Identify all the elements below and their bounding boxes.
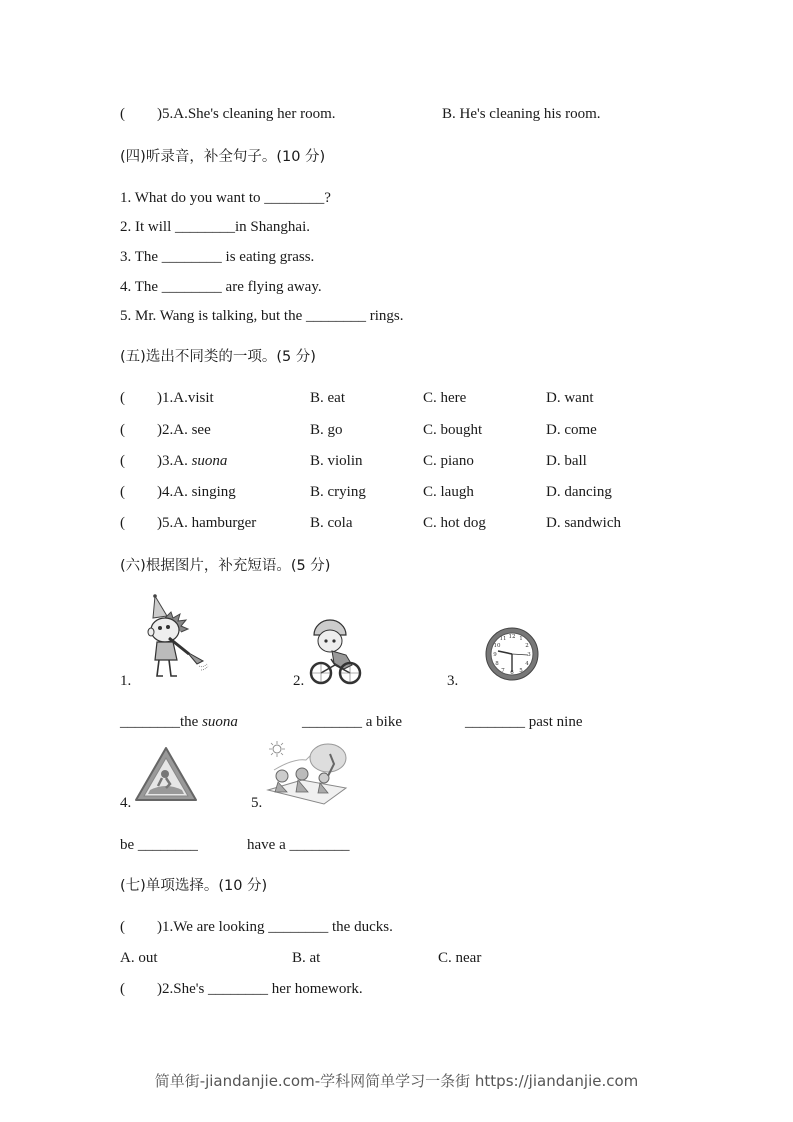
option-a	[157, 452, 227, 470]
option-a	[157, 483, 236, 501]
option-b: B. at	[292, 950, 321, 966]
option-c: C. near	[438, 950, 482, 966]
svg-text:3: 3	[527, 652, 531, 658]
option-a-word: see	[191, 422, 211, 438]
listening-item: 3. The ________ is eating grass.	[120, 249, 315, 265]
option-d: D. come	[546, 422, 597, 438]
phrase-4[interactable]: be ________	[120, 837, 198, 853]
svg-text:5: 5	[519, 668, 523, 674]
warning-sign-image	[134, 746, 198, 804]
phrase-text: the	[180, 714, 203, 730]
section-7-title: (七)单项选择。(10 分)	[120, 878, 268, 894]
option-c: C. hot dog	[423, 515, 486, 531]
option-b: B. eat	[310, 390, 345, 406]
svg-text:1: 1	[519, 636, 523, 642]
phrase-1	[120, 713, 238, 731]
answer-paren[interactable]: (	[120, 981, 125, 997]
phrase-blank[interactable]: ________	[120, 714, 180, 730]
svg-text:9: 9	[493, 652, 497, 658]
boy-playing-suona-image	[143, 592, 213, 684]
option-a-word: hamburger	[191, 515, 257, 531]
listening-item: 2. It will ________in Shanghai.	[120, 219, 310, 235]
footer-watermark: 简单街-jiandanjie.com-学科网简单学习一条街 https://jiandanjie.com	[154, 1072, 639, 1090]
section-5-title: (五)选出不同类的一项。(5 分)	[120, 349, 316, 365]
picture-number: 1.	[120, 673, 132, 689]
svg-text:6: 6	[510, 670, 514, 676]
answer-paren[interactable]: (	[120, 106, 125, 122]
option-c: C. here	[423, 390, 467, 406]
option-a-prefix: )4.A.	[157, 484, 192, 500]
option-a-prefix: )1.A.	[157, 390, 188, 406]
option-a: A. out	[120, 950, 158, 966]
option-c: C. bought	[423, 422, 483, 438]
option-b: B. go	[310, 422, 343, 438]
section-6-title: (六)根据图片，补充短语。(5 分)	[120, 558, 331, 574]
boy-riding-bike-image	[308, 617, 364, 687]
option-c: C. laugh	[423, 484, 474, 500]
phrase-5[interactable]: have a ________	[247, 837, 350, 853]
option-b: B. violin	[310, 453, 363, 469]
option-d: D. dancing	[546, 484, 612, 500]
picture-number: 3.	[447, 673, 459, 689]
option-d: D. ball	[546, 453, 587, 469]
option-a-prefix: )5.A.	[157, 515, 192, 531]
question-2: )2.She's ________ her homework.	[157, 981, 363, 997]
option-d: D. want	[546, 390, 594, 406]
svg-text:7: 7	[501, 668, 505, 674]
svg-text:8: 8	[495, 661, 499, 667]
answer-paren[interactable]: (	[120, 919, 125, 935]
answer-paren[interactable]: (	[120, 453, 125, 469]
option-c: C. piano	[423, 453, 474, 469]
option-a-prefix: )3.A.	[157, 453, 192, 469]
family-picnic-image	[266, 740, 348, 805]
answer-paren[interactable]: (	[120, 515, 125, 531]
option-b: B. cola	[310, 515, 353, 531]
svg-text:10: 10	[493, 643, 501, 649]
answer-paren[interactable]: (	[120, 390, 125, 406]
question-5-option-a: )5.A.She's cleaning her room.	[157, 106, 336, 122]
option-a-word: suona	[191, 453, 228, 469]
option-a	[157, 421, 211, 439]
section-4-title: (四)听录音，补全句子。(10 分)	[120, 149, 326, 165]
option-a-prefix: )2.A.	[157, 422, 192, 438]
option-a	[157, 389, 214, 407]
listening-item: 1. What do you want to ________?	[120, 190, 331, 206]
svg-text:2: 2	[525, 643, 529, 649]
option-a	[157, 514, 256, 532]
listening-item: 4. The ________ are flying away.	[120, 279, 322, 295]
answer-paren[interactable]: (	[120, 422, 125, 438]
option-d: D. sandwich	[546, 515, 621, 531]
option-a-word: visit	[187, 390, 214, 406]
phrase-3[interactable]: ________ past nine	[465, 714, 583, 730]
option-b: B. crying	[310, 484, 366, 500]
clock-image	[484, 626, 540, 682]
picture-number: 2.	[293, 673, 305, 689]
picture-number: 4.	[120, 795, 132, 811]
phrase-italic-word: suona	[202, 714, 238, 730]
picture-number: 5.	[251, 795, 263, 811]
question-5-option-b: B. He's cleaning his room.	[442, 106, 601, 122]
option-a-word: singing	[191, 484, 236, 500]
svg-text:4: 4	[525, 661, 529, 667]
phrase-2[interactable]: ________ a bike	[302, 714, 402, 730]
listening-item: 5. Mr. Wang is talking, but the ________ rings.	[120, 308, 404, 324]
answer-paren[interactable]: (	[120, 484, 125, 500]
question-1: )1.We are looking ________ the ducks.	[157, 919, 393, 935]
svg-text:12: 12	[508, 634, 516, 640]
svg-text:11: 11	[499, 636, 507, 642]
